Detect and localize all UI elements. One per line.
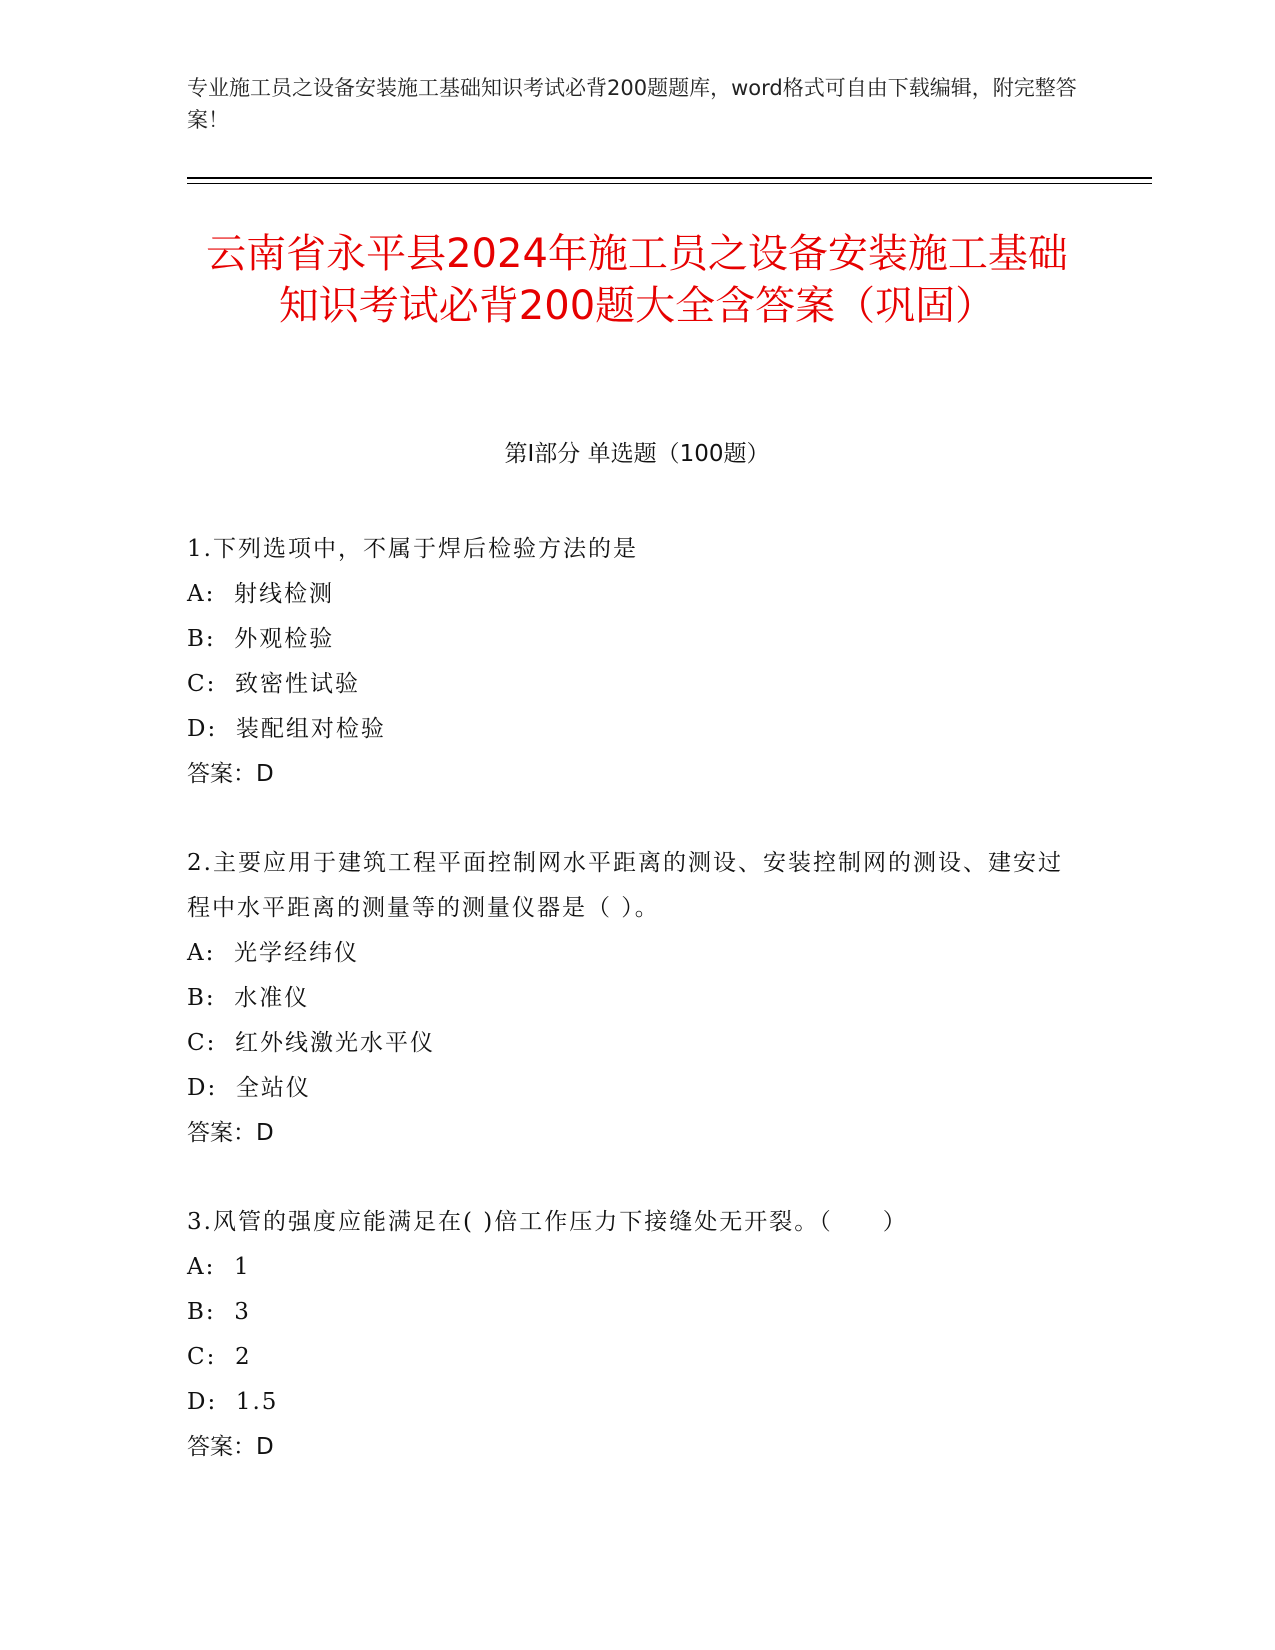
document-title: 云南省永平县2024年施工员之设备安装施工基础知识考试必背200题大全含答案（巩固） <box>206 231 1068 329</box>
answer-line: 答案：D <box>187 1434 274 1460</box>
option-key: D <box>187 1075 208 1101</box>
option-key: C <box>187 1344 207 1370</box>
option-separator: : <box>205 1299 235 1325</box>
option-separator: : <box>205 626 235 652</box>
question-text: 1.下列选项中，不属于焊后检验方法的是 <box>187 536 638 562</box>
option-text: 外观检验 <box>234 626 335 652</box>
option-a <box>187 1245 1087 1290</box>
option-separator: : <box>205 985 235 1011</box>
option-text: 致密性试验 <box>234 671 360 697</box>
option-key: C <box>187 671 207 697</box>
option-key: A <box>187 1254 206 1280</box>
option-text: 2 <box>234 1344 252 1370</box>
option-key: B <box>187 626 206 652</box>
option-text: 装配组对检验 <box>235 716 386 742</box>
option-key: D <box>187 716 208 742</box>
option-text: 光学经纬仪 <box>234 940 359 966</box>
option-separator: : <box>205 581 234 607</box>
option-text: 1 <box>234 1254 251 1280</box>
option-b <box>187 1290 1087 1335</box>
option-separator: : <box>207 1075 236 1101</box>
option-d <box>187 1380 1087 1425</box>
option-a <box>187 572 1087 617</box>
question-1 <box>187 527 1087 797</box>
answer-line: 答案：D <box>187 761 274 787</box>
option-text: 全站仪 <box>235 1075 311 1101</box>
option-separator: : <box>206 671 235 697</box>
question-2 <box>187 841 1087 1156</box>
option-d <box>187 1066 1087 1111</box>
header-rule-thick <box>187 177 1152 179</box>
option-separator: : <box>205 1254 234 1280</box>
question-list <box>187 527 1087 1514</box>
option-key: C <box>187 1030 207 1056</box>
option-text: 3 <box>234 1299 251 1325</box>
option-key: A <box>187 581 206 607</box>
header-note: 专业施工员之设备安装施工基础知识考试必背200题题库，word格式可自由下载编辑，附完整答案！ <box>187 76 1077 132</box>
option-key: D <box>187 1389 208 1415</box>
option-separator: : <box>205 940 234 966</box>
option-a <box>187 931 1087 976</box>
section-title: 第Ⅰ部分 单选题（100题） <box>504 441 770 467</box>
option-c <box>187 662 1087 707</box>
option-b <box>187 976 1087 1021</box>
option-key: B <box>187 985 206 1011</box>
option-text: 射线检测 <box>234 581 334 607</box>
question-text: 3.风管的强度应能满足在( )倍工作压力下接缝处无开裂。（ ） <box>187 1209 908 1235</box>
option-text: 1.5 <box>235 1389 279 1415</box>
option-d <box>187 707 1087 752</box>
option-key: A <box>187 940 206 966</box>
option-separator: : <box>207 1389 236 1415</box>
option-separator: : <box>207 716 236 742</box>
header-rule-thin <box>187 183 1152 184</box>
option-separator: : <box>206 1030 235 1056</box>
option-text: 水准仪 <box>234 985 310 1011</box>
option-c <box>187 1021 1087 1066</box>
option-separator: : <box>206 1344 235 1370</box>
option-c <box>187 1335 1087 1380</box>
answer-line: 答案：D <box>187 1120 274 1146</box>
option-text: 红外线激光水平仪 <box>234 1030 435 1056</box>
option-key: B <box>187 1299 206 1325</box>
question-text: 2.主要应用于建筑工程平面控制网水平距离的测设、安装控制网的测设、建安过程中水平距离的测量等的测量仪器是（ ）。 <box>187 850 1063 921</box>
question-3 <box>187 1200 1087 1470</box>
option-b <box>187 617 1087 662</box>
